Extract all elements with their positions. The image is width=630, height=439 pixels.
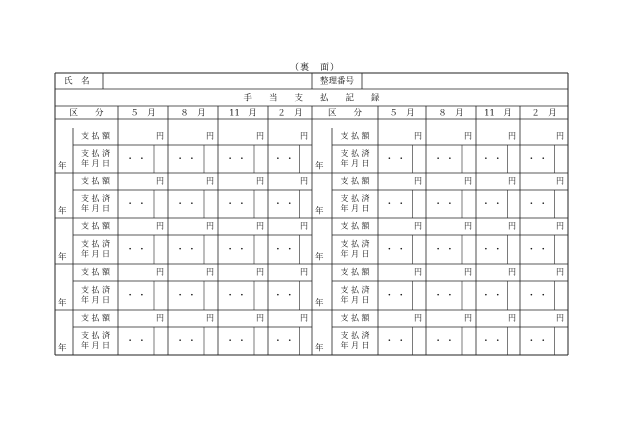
date-dots: ・ ・ [273,154,295,165]
date-dots: ・ ・ [384,154,406,165]
yen-unit: 円 [464,131,472,141]
amount-label: 支 払 額 [340,313,370,323]
yen-unit: 円 [206,267,214,277]
paid-date-label: 支 払 済 [340,194,370,203]
yen-unit: 円 [256,176,264,186]
date-dots: ・ ・ [225,245,247,255]
date-dots: ・ ・ [225,336,247,347]
date-dots: ・ ・ [125,245,147,255]
id-label: 整理番号 [319,76,355,87]
yen-unit: 円 [556,313,564,323]
paid-date-label: 年 月 日 [80,204,111,213]
month-header: ８ 月 [180,108,206,119]
yen-unit: 円 [464,267,472,277]
date-dots: ・ ・ [481,336,503,347]
amount-label: 支 払 額 [80,267,111,277]
yen-unit: 円 [508,267,516,277]
yen-unit: 円 [300,221,308,231]
paid-date-label: 年 月 日 [80,159,111,168]
month-header: ５ 月 [389,108,415,119]
yen-unit: 円 [206,176,214,186]
yen-unit: 円 [156,313,164,323]
date-dots: ・ ・ [384,199,406,210]
paid-date-label: 支 払 済 [80,331,111,340]
date-dots: ・ ・ [225,291,247,301]
year-label: 年 [58,343,67,354]
date-dots: ・ ・ [526,336,548,347]
date-dots: ・ ・ [125,336,147,347]
month-header: 11 月 [229,108,257,119]
yen-unit: 円 [556,176,564,186]
yen-unit: 円 [464,221,472,231]
month-header: ２ 月 [531,108,557,119]
yen-unit: 円 [156,176,164,186]
yen-unit: 円 [414,221,422,231]
amount-label: 支 払 額 [340,221,370,231]
date-dots: ・ ・ [384,336,406,347]
date-dots: ・ ・ [526,245,548,255]
date-dots: ・ ・ [433,245,455,255]
date-dots: ・ ・ [175,245,197,255]
paid-date-label: 年 月 日 [340,204,370,213]
date-dots: ・ ・ [526,199,548,210]
yen-unit: 円 [300,313,308,323]
yen-unit: 円 [156,221,164,231]
date-dots: ・ ・ [273,336,295,347]
paid-date-label: 支 払 済 [80,149,111,158]
year-label: 年 [315,298,324,309]
category-header: 区 分 [69,108,104,119]
paid-date-label: 支 払 済 [340,149,370,158]
date-dots: ・ ・ [225,154,247,165]
year-label: 年 [58,298,67,309]
date-dots: ・ ・ [384,291,406,301]
date-dots: ・ ・ [273,291,295,301]
yen-unit: 円 [256,267,264,277]
amount-label: 支 払 額 [80,313,111,323]
date-dots: ・ ・ [526,154,548,165]
amount-label: 支 払 額 [80,131,111,141]
yen-unit: 円 [556,221,564,231]
yen-unit: 円 [556,131,564,141]
month-header: ２ 月 [277,108,303,119]
yen-unit: 円 [156,131,164,141]
amount-label: 支 払 額 [340,131,370,141]
date-dots: ・ ・ [481,291,503,301]
yen-unit: 円 [414,313,422,323]
year-label: 年 [58,206,67,217]
date-dots: ・ ・ [225,199,247,210]
yen-unit: 円 [508,131,516,141]
paid-date-label: 年 月 日 [80,341,111,350]
yen-unit: 円 [256,313,264,323]
month-header: 11 月 [484,108,512,119]
date-dots: ・ ・ [526,291,548,301]
date-dots: ・ ・ [433,291,455,301]
yen-unit: 円 [464,313,472,323]
paid-date-label: 支 払 済 [80,194,111,203]
yen-unit: 円 [206,131,214,141]
date-dots: ・ ・ [125,199,147,210]
date-dots: ・ ・ [175,336,197,347]
yen-unit: 円 [464,176,472,186]
yen-unit: 円 [206,313,214,323]
date-dots: ・ ・ [125,291,147,301]
paid-date-label: 支 払 済 [80,239,111,249]
category-header: 区 分 [327,108,363,119]
page-title: （裏 面） [289,63,340,73]
yen-unit: 円 [556,267,564,277]
date-dots: ・ ・ [433,336,455,347]
month-header: ８ 月 [438,108,464,119]
paid-date-label: 年 月 日 [80,249,111,259]
year-label: 年 [315,343,324,354]
year-label: 年 [315,161,324,172]
date-dots: ・ ・ [175,154,197,165]
yen-unit: 円 [300,267,308,277]
amount-label: 支 払 額 [340,267,370,277]
date-dots: ・ ・ [433,154,455,165]
yen-unit: 円 [256,221,264,231]
paid-date-label: 支 払 済 [340,239,370,249]
amount-label: 支 払 額 [80,176,111,186]
paid-date-label: 年 月 日 [340,159,370,168]
year-label: 年 [58,252,67,263]
paid-date-label: 支 払 済 [340,331,370,340]
yen-unit: 円 [414,176,422,186]
date-dots: ・ ・ [481,245,503,255]
month-header: ５ 月 [130,108,156,119]
date-dots: ・ ・ [273,199,295,210]
date-dots: ・ ・ [481,154,503,165]
year-label: 年 [315,252,324,263]
yen-unit: 円 [156,267,164,277]
yen-unit: 円 [508,176,516,186]
table-title: 手 当 支 払 記 録 [243,93,380,104]
yen-unit: 円 [414,131,422,141]
yen-unit: 円 [206,221,214,231]
paid-date-label: 年 月 日 [340,249,370,259]
year-label: 年 [58,161,67,172]
yen-unit: 円 [300,176,308,186]
paid-date-label: 年 月 日 [80,295,111,305]
date-dots: ・ ・ [125,154,147,165]
name-label: 氏 名 [64,76,90,87]
year-label: 年 [315,206,324,217]
date-dots: ・ ・ [175,199,197,210]
paid-date-label: 支 払 済 [80,285,111,295]
date-dots: ・ ・ [175,291,197,301]
paid-date-label: 支 払 済 [340,285,370,295]
yen-unit: 円 [414,267,422,277]
amount-label: 支 払 額 [340,176,370,186]
date-dots: ・ ・ [433,199,455,210]
yen-unit: 円 [508,313,516,323]
yen-unit: 円 [256,131,264,141]
paid-date-label: 年 月 日 [340,295,370,305]
date-dots: ・ ・ [384,245,406,255]
yen-unit: 円 [300,131,308,141]
paid-date-label: 年 月 日 [340,341,370,350]
yen-unit: 円 [508,221,516,231]
amount-label: 支 払 額 [80,221,111,231]
date-dots: ・ ・ [481,199,503,210]
date-dots: ・ ・ [273,245,295,255]
